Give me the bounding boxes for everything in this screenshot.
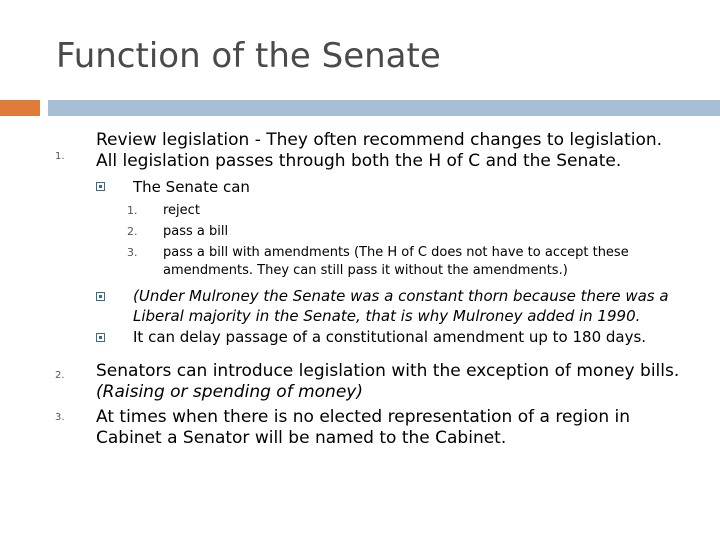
square-bullet-icon (96, 292, 105, 301)
sublist-text: reject (163, 203, 200, 218)
sublist-text-line: amendments. They can still pass it without the amendments.) (163, 263, 568, 278)
sublist-number: 3. (127, 246, 138, 259)
accent-bar-blue (46, 100, 720, 116)
list-item-text-line: Review legislation - They often recommend changes to legislation. (96, 130, 663, 150)
list-number: 1. (55, 151, 65, 162)
list-item-text-line: At times when there is no elected representation of a region in (96, 407, 630, 427)
list-item-text-line: All legislation passes through both the H of C and the Senate. (96, 151, 622, 171)
sublist-number: 2. (127, 225, 138, 238)
list-item-text-line: (Raising or spending of money) (96, 382, 363, 402)
bullet-text: It can delay passage of a constitutional amendment up to 180 days. (133, 328, 647, 346)
list-item-text-line: Cabinet a Senator will be named to the Cabinet. (96, 428, 507, 448)
list-number: 2. (55, 370, 65, 381)
list-number: 3. (55, 412, 65, 423)
accent-bar-orange (0, 100, 40, 116)
sublist-text: pass a bill (163, 224, 229, 239)
list-item-text-line: Senators can introduce legislation with the exception of money bills. (96, 361, 680, 381)
bullet-text-line: (Under Mulroney the Senate was a constant thorn because there was a (133, 287, 669, 305)
bullet-text-line: Liberal majority in the Senate, that is why Mulroney added in 1990. (133, 307, 641, 325)
sublist-text-line: pass a bill with amendments (The H of C does not have to accept these (163, 245, 629, 260)
sublist-number: 1. (127, 204, 138, 217)
square-bullet-icon (96, 182, 105, 191)
slide-title: Function of the Senate (56, 36, 441, 76)
square-bullet-icon (96, 333, 105, 342)
bullet-text: The Senate can (133, 178, 250, 196)
